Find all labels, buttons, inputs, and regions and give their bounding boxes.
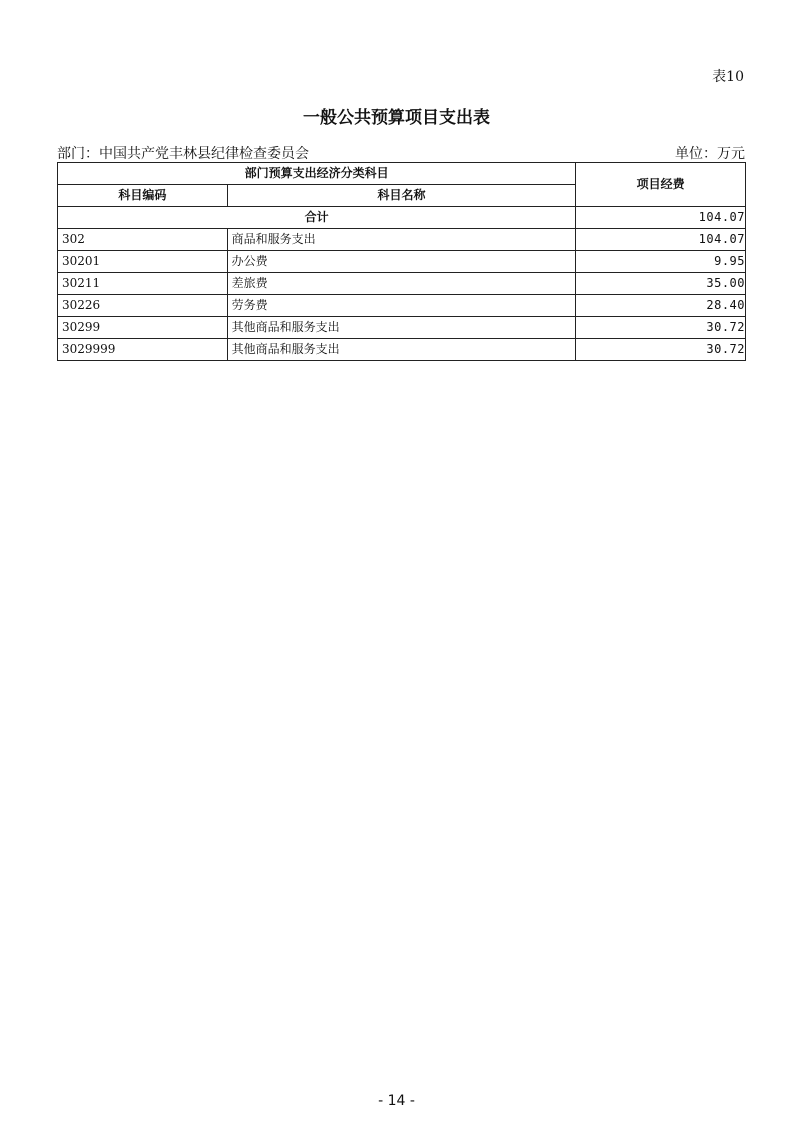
row-name: 劳务费 (227, 295, 576, 317)
table-meta (57, 143, 745, 163)
header-amount: 项目经费 (576, 163, 746, 207)
header-group: 部门预算支出经济分类科目 (58, 163, 576, 185)
row-name: 差旅费 (227, 273, 576, 295)
row-code: 302 (58, 229, 228, 251)
table-row (58, 229, 746, 251)
table-row (58, 339, 746, 361)
row-amount: 28.40 (576, 295, 746, 317)
row-code: 30211 (58, 273, 228, 295)
table-row (58, 251, 746, 273)
row-amount: 104.07 (576, 229, 746, 251)
budget-table (57, 162, 746, 361)
page-title: 一般公共预算项目支出表 (303, 108, 490, 128)
row-code: 30201 (58, 251, 228, 273)
row-amount: 9.95 (576, 251, 746, 273)
table-row (58, 317, 746, 339)
page-number: - 14 - (378, 1093, 415, 1109)
header-name: 科目名称 (227, 185, 576, 207)
department-label: 部门：中国共产党丰林县纪律检查委员会 (57, 146, 309, 162)
row-name: 其他商品和服务支出 (227, 317, 576, 339)
row-name: 商品和服务支出 (227, 229, 576, 251)
total-row (58, 207, 746, 229)
total-amount: 104.07 (576, 207, 746, 229)
row-name: 其他商品和服务支出 (227, 339, 576, 361)
header-code: 科目编码 (58, 185, 228, 207)
table-row (58, 273, 746, 295)
row-code: 3029999 (58, 339, 228, 361)
row-amount: 30.72 (576, 339, 746, 361)
table-row (58, 295, 746, 317)
row-name: 办公费 (227, 251, 576, 273)
row-code: 30226 (58, 295, 228, 317)
row-amount: 35.00 (576, 273, 746, 295)
row-code: 30299 (58, 317, 228, 339)
table-number: 表10 (712, 69, 744, 85)
row-amount: 30.72 (576, 317, 746, 339)
unit-label: 单位：万元 (675, 146, 745, 162)
total-label: 合计 (58, 207, 576, 229)
